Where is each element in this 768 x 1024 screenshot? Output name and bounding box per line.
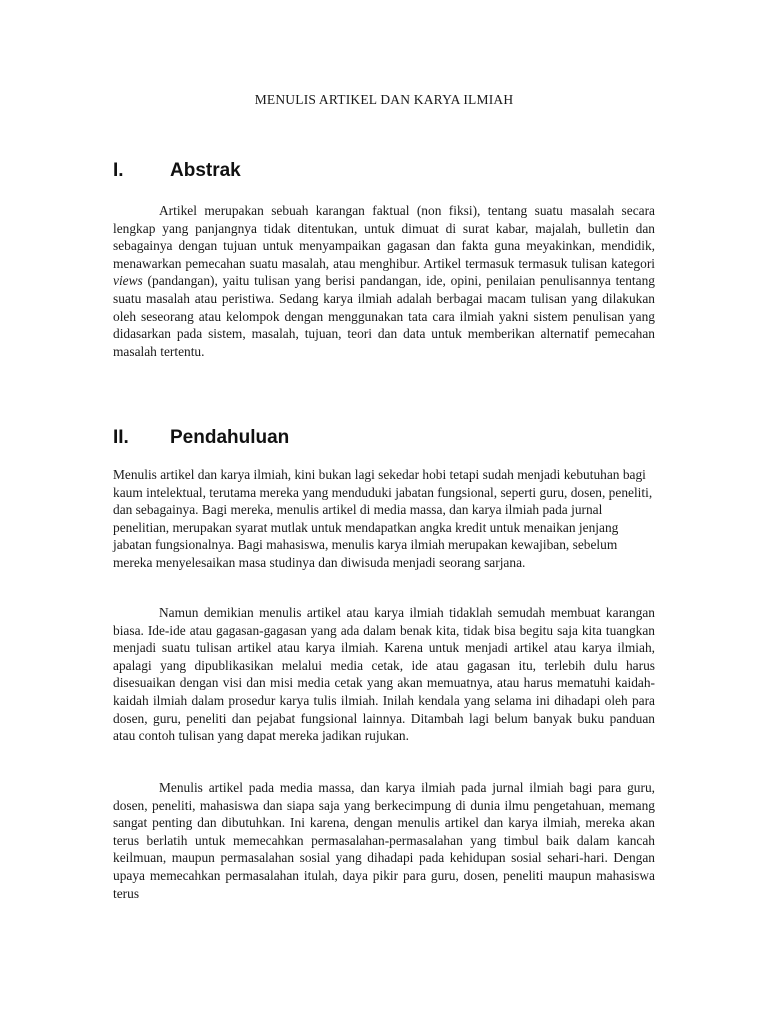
section-title: Pendahuluan [170,427,290,448]
section-number: I. [113,160,124,181]
abstract-italic-term: views [113,273,143,289]
abstract-paragraph [113,202,655,360]
intro-paragraph-2: Namun demikian menulis artikel atau karya ilmiah tidaklah semudah membuat karangan biasa. Ide-ide atau gagasan-gagasan yang ada dalam benak kita, tidak bisa begitu saja kita tuangkan menjadi suatu tulisan artikel atau karya ilmiah. Karena untuk menjadi artikel atau karya ilmiah, apalagi yang dipublikasikan melalui media cetak, ide atau gagasan itu, terlebih dulu harus disesuaikan dengan visi dan misi media cetak yang akan memuatnya, atau harus mematuhi kaidah-kaidah ilmiah dalam prosedur karya tulis ilmiah. Inilah kendala yang selama ini dihadapi oleh para dosen, guru, peneliti dan pejabat fungsional lainnya. Ditambah lagi belum banyak buku panduan atau contoh tulisan yang dapat mereka jadikan rujukan. [113,605,655,744]
section-heading-pendahuluan [113,427,289,449]
abstract-text-end: (pandangan), yaitu tulisan yang berisi pandangan, ide, opini, penilaian penulisannya tentang suatu masalah atau peristiwa. Sedang karya ilmiah adalah berbagai macam tulisan yang dilakukan oleh seseorang atau kelompok dengan menggunakan tata cara ilmiah yakni sistem penulisan yang didasarkan pada sistem, masalah, tujuan, teori dan data untuk memberikan alternatif pemecahan masalah tertentu. [113,273,655,359]
document-title: MENULIS ARTIKEL DAN KARYA ILMIAH [254,92,514,107]
intro-paragraph-1: Menulis artikel dan karya ilmiah, kini bukan lagi sekedar hobi tetapi sudah menjadi kebutuhan bagi kaum intelektual, terutama mereka yang menduduki jabatan fungsional, seperti guru, dosen, peneliti, dan sebagainya. Bagi mereka, menulis artikel di media massa, dan karya ilmiah pada jurnal penelitian, merupakan syarat mutlak untuk mendapatkan angka kredit untuk menaikan jenjang jabatan fungsionalnya. Bagi mahasiswa, menulis karya ilmiah merupakan kewajiban, sebelum mereka menyelesaikan masa studinya dan diwisuda menjadi seorang sarjana. [113,467,653,570]
abstract-text-start: Artikel merupakan sebuah karangan faktual (non fiksi), tentang suatu masalah secara lengkap yang panjangnya tidak ditentukan, untuk dimuat di surat kabar, majalah, bulletin dan sebagainya dengan tujuan untuk menyampaikan gagasan dan fakta guna meyakinkan, mendidik, menawarkan pemecahan suatu masalah, atau menghibur. Artikel termasuk termasuk tulisan kategori [113,203,655,271]
section-title: Abstrak [170,160,241,181]
section-number: II. [113,427,129,448]
section-heading-abstrak [113,160,241,182]
intro-paragraph-3: Menulis artikel pada media massa, dan karya ilmiah pada jurnal ilmiah bagi para guru, dosen, peneliti, mahasiswa dan siapa saja yang berkecimpung di dunia ilmu pengetahuan, memang sangat penting dan dibutuhkan. Ini karena, dengan menulis artikel dan karya ilmiah, mereka akan terus berlatih untuk memecahkan permasalahan-permasalahan yang timbul baik dalam kancah keilmuan, maupun permasalahan sosial yang dihadapi pada kehidupan sosial sehari-hari. Dengan upaya memecahkan permasalahan itulah, daya pikir para guru, dosen, peneliti maupun mahasiswa terus [113,780,655,901]
